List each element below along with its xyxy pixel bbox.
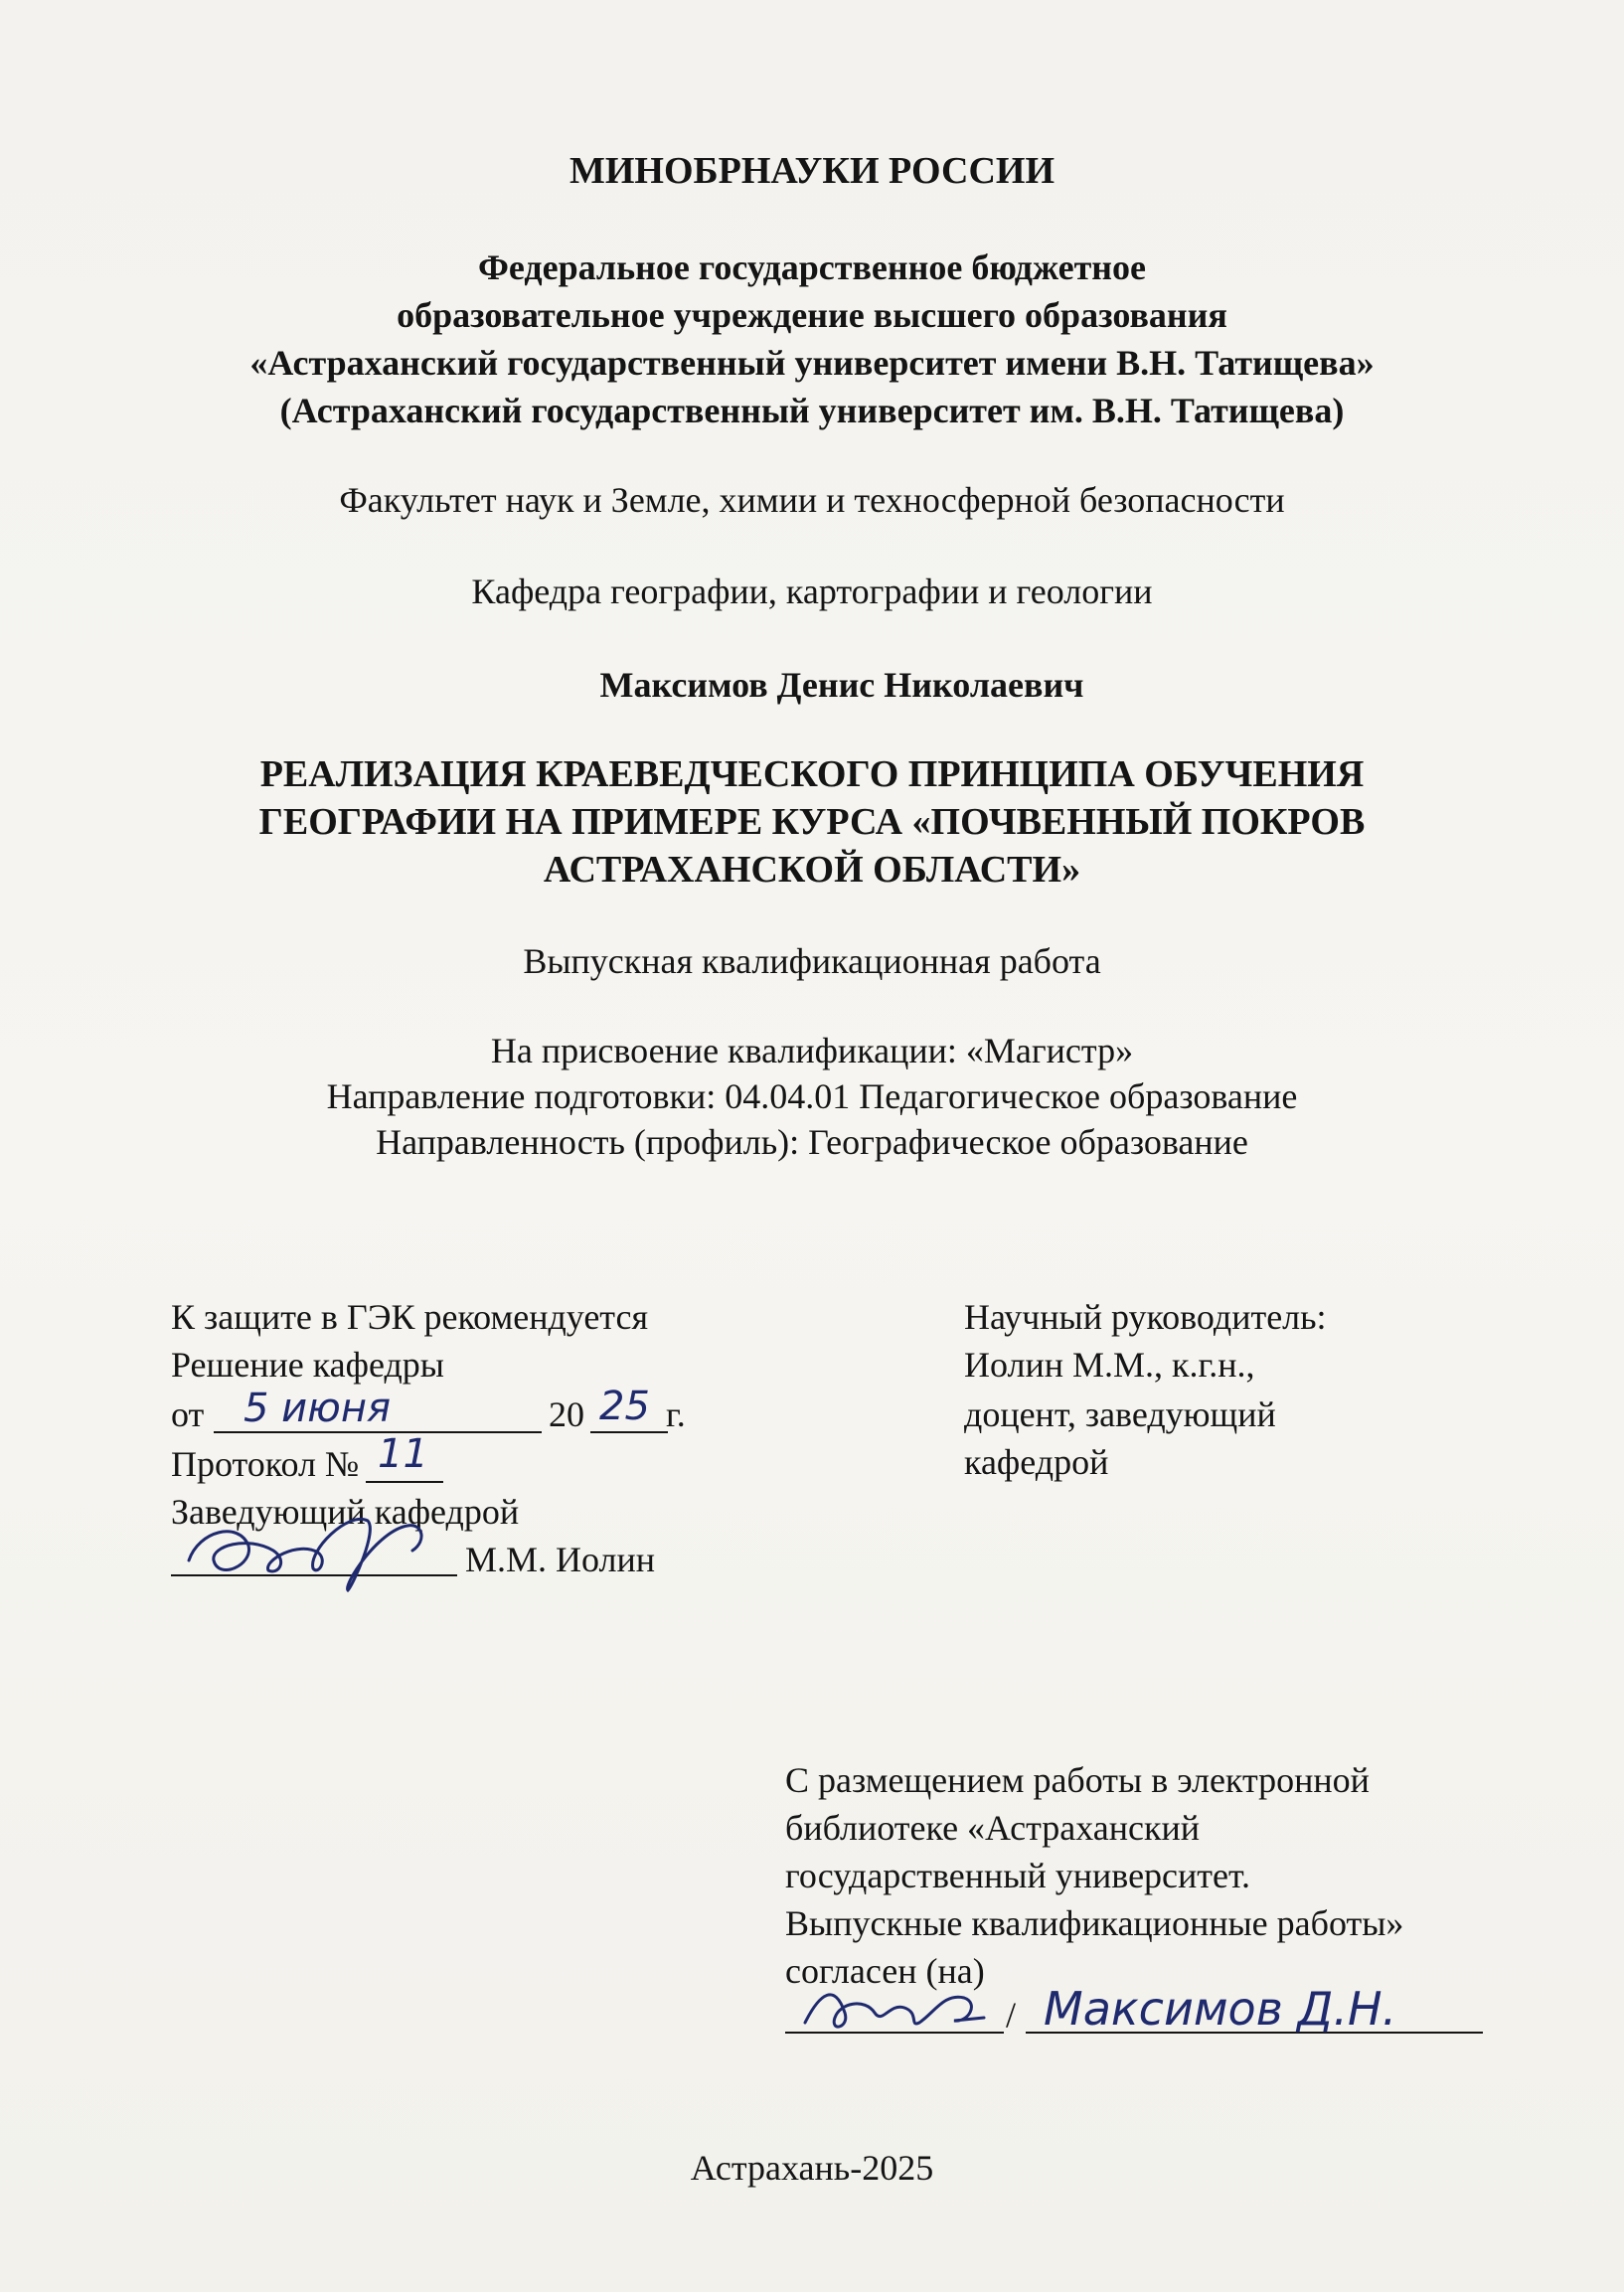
supervisor-line-3: кафедрой — [964, 1442, 1109, 1482]
supervisor-line-1: Иолин М.М., к.г.н., — [964, 1345, 1255, 1385]
ministry-title: МИНОБРНАУКИ РОССИИ — [568, 150, 1056, 192]
consent-line-2: библиотеке «Астраханский — [785, 1808, 1201, 1848]
qualification-line-3: Направленность (профиль): Географическое образование — [376, 1122, 1248, 1162]
supervisor-label: Научный руководитель: — [964, 1297, 1327, 1337]
year-prefix: 20 — [549, 1394, 584, 1434]
year-underline — [590, 1431, 668, 1433]
qualification-line-2: Направление подготовки: 04.04.01 Педагогическое образование — [326, 1076, 1298, 1116]
handwritten-student-name: Максимов Д.Н. — [1044, 1982, 1397, 2036]
work-type: Выпускная квалификационная работа — [523, 941, 1101, 981]
consent-line-4: Выпускные квалификационные работы» — [785, 1903, 1404, 1943]
city-year: Астрахань-2025 — [690, 2148, 934, 2188]
institution-line-1: Федеральное государственное бюджетное — [477, 247, 1147, 287]
department-name: Кафедра географии, картографии и геологии — [471, 572, 1153, 611]
institution-line-3: «Астраханский государственный университет имени В.Н. Татищева» — [249, 343, 1375, 383]
handwritten-date: 5 июня — [244, 1386, 392, 1431]
faculty-name: Факультет наук и Земле, химии и техносферной безопасности — [339, 480, 1285, 520]
student-signature — [795, 1963, 994, 2043]
signature-separator: / — [1006, 1995, 1017, 2035]
head-of-department-name: М.М. Иолин — [465, 1540, 656, 1579]
consent-line-5: согласен (на) — [785, 1951, 985, 1991]
handwritten-year: 25 — [599, 1384, 650, 1429]
supervisor-line-2: доцент, заведующий — [964, 1394, 1276, 1434]
consent-line-1: С размещением работы в электронной — [785, 1760, 1370, 1800]
head-signature — [179, 1491, 437, 1600]
institution-line-4: (Астраханский государственный университет им. В.Н. Татищева) — [279, 391, 1345, 430]
author-name: Максимов Денис Николаевич — [599, 665, 1084, 705]
department-decision: Решение кафедры — [171, 1345, 444, 1385]
defense-recommended: К защите в ГЭК рекомендуется — [171, 1297, 649, 1337]
thesis-title-line-3: АСТРАХАНСКОЙ ОБЛАСТИ» — [543, 849, 1081, 891]
institution-line-2: образовательное учреждение высшего образования — [397, 295, 1227, 335]
protocol-prefix: Протокол № — [171, 1444, 360, 1484]
qualification-line-1: На присвоение квалификации: «Магистр» — [490, 1031, 1134, 1070]
thesis-title-line-2: ГЕОГРАФИИ НА ПРИМЕРЕ КУРСА «ПОЧВЕННЫЙ ПОКРОВ — [258, 801, 1366, 843]
year-suffix: г. — [666, 1394, 686, 1434]
thesis-title-line-1: РЕАЛИЗАЦИЯ КРАЕВЕДЧЕСКОГО ПРИНЦИПА ОБУЧЕНИЯ — [259, 753, 1365, 795]
handwritten-protocol-number: 11 — [378, 1431, 428, 1477]
protocol-underline — [366, 1481, 443, 1483]
consent-line-3: государственный университет. — [785, 1856, 1251, 1895]
date-prefix: от — [171, 1394, 205, 1434]
head-of-department-label: Заведующий кафедрой — [171, 1492, 520, 1532]
